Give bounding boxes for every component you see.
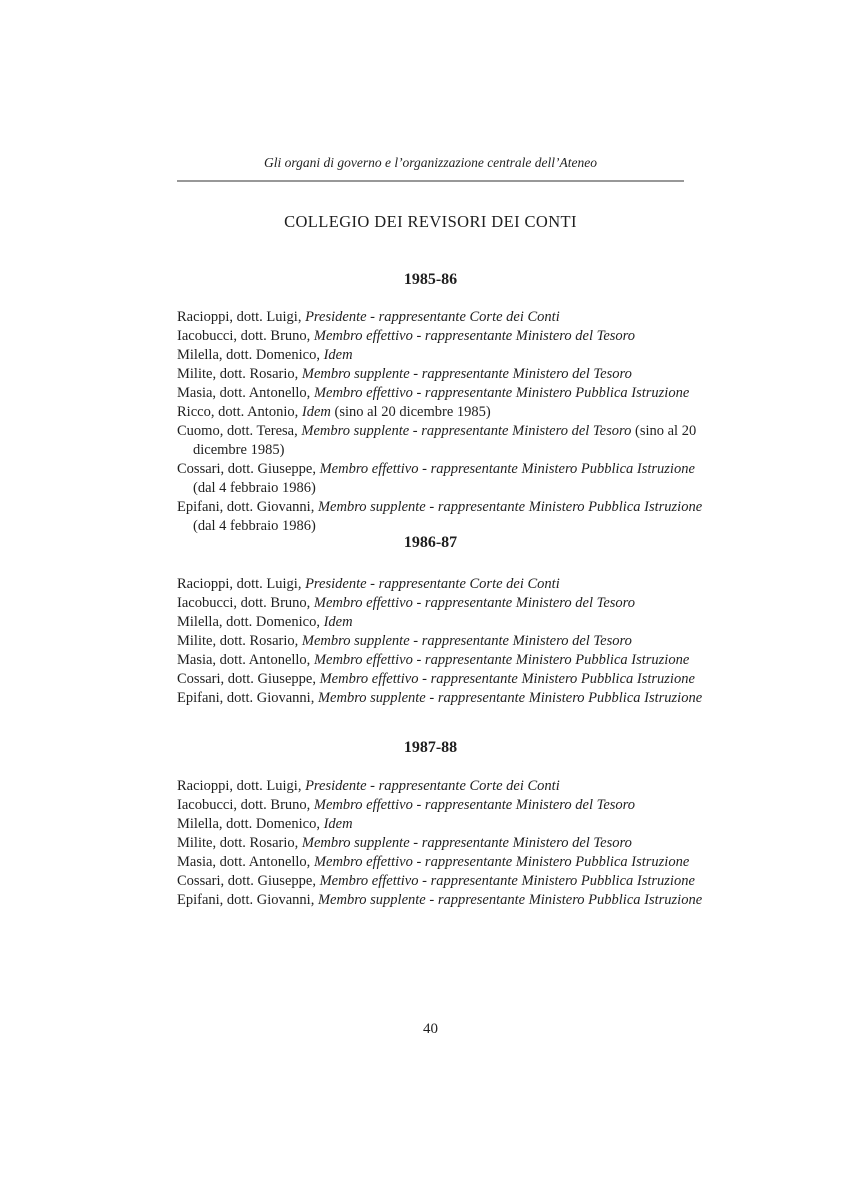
page-title: COLLEGIO DEI REVISORI DEI CONTI — [284, 212, 577, 231]
entry-line — [177, 613, 684, 632]
entry-line — [177, 384, 690, 403]
entry-line — [177, 422, 697, 441]
entry-text: Cossari, dott. Giuseppe, — [177, 873, 320, 889]
entry-role: Membro effettivo - rappresentante Ministero del Tesoro — [313, 595, 636, 611]
entry-text: Racioppi, dott. Luigi, — [177, 778, 306, 794]
entry-text: Racioppi, dott. Luigi, — [177, 576, 306, 592]
entry-role: Membro effettivo - rappresentante Ministero Pubblica Istruzione — [319, 461, 695, 477]
entry-line-continuation — [177, 441, 684, 460]
entry-line — [177, 365, 684, 384]
entry-text: Epifani, dott. Giovanni, — [177, 499, 318, 515]
entry-line — [177, 670, 695, 689]
header-rule — [177, 180, 684, 182]
entry-role: Idem — [323, 614, 353, 630]
entry-text: Cuomo, dott. Teresa, — [177, 423, 302, 439]
entry-text: Milella, dott. Domenico, — [177, 816, 324, 832]
entry-role: Membro supplente - rappresentante Ministero del Tesoro — [301, 366, 632, 382]
entry-role: Membro effettivo - rappresentante Ministero del Tesoro — [313, 328, 636, 344]
entry-role: Membro supplente - rappresentante Ministero Pubblica Istruzione — [317, 499, 703, 515]
entry-text: dicembre 1985) — [193, 442, 285, 458]
entry-role: Membro effettivo - rappresentante Ministero Pubblica Istruzione — [313, 652, 690, 668]
entry-text: Milella, dott. Domenico, — [177, 614, 324, 630]
entry-line — [177, 403, 684, 422]
entry-role: Presidente - rappresentante Corte dei Conti — [305, 778, 560, 794]
entry-text: Masia, dott. Antonello, — [177, 652, 314, 668]
entry-text: Masia, dott. Antonello, — [177, 854, 314, 870]
section-1985-86 — [177, 270, 703, 536]
entry-line — [177, 891, 703, 910]
section-year: 1986-87 — [403, 534, 458, 551]
entry-list — [177, 575, 703, 708]
entry-role: Idem — [323, 816, 353, 832]
entry-line — [177, 594, 684, 613]
entry-role: Membro effettivo - rappresentante Ministero Pubblica Istruzione — [313, 385, 690, 401]
entry-text: Milella, dott. Domenico, — [177, 347, 324, 363]
entry-text: Iacobucci, dott. Bruno, — [177, 328, 314, 344]
entry-line — [177, 872, 695, 891]
entry-role: Membro supplente - rappresentante Ministero del Tesoro — [301, 633, 632, 649]
entry-role: Idem — [301, 404, 331, 420]
entry-role: Presidente - rappresentante Corte dei Conti — [305, 309, 560, 325]
entry-text: Iacobucci, dott. Bruno, — [177, 797, 314, 813]
entry-text: Cossari, dott. Giuseppe, — [177, 461, 320, 477]
entry-line — [177, 651, 690, 670]
entry-text: Ricco, dott. Antonio, — [177, 404, 302, 420]
section-year: 1987-88 — [403, 739, 458, 756]
page-content — [177, 154, 703, 1038]
entry-line — [177, 575, 684, 594]
entry-role: Membro effettivo - rappresentante Ministero Pubblica Istruzione — [319, 671, 695, 687]
entry-text: Iacobucci, dott. Bruno, — [177, 595, 314, 611]
entry-text: Epifani, dott. Giovanni, — [177, 690, 318, 706]
entry-text: (sino al 20 — [631, 423, 697, 439]
entry-line — [177, 815, 684, 834]
entry-text: (dal 4 febbraio 1986) — [193, 480, 316, 496]
entry-line-continuation — [177, 479, 684, 498]
entry-line — [177, 853, 690, 872]
entry-line — [177, 632, 684, 651]
entry-line — [177, 777, 684, 796]
entry-role: Membro supplente - rappresentante Ministero Pubblica Istruzione — [317, 690, 703, 706]
entry-line — [177, 796, 684, 815]
entry-text: Masia, dott. Antonello, — [177, 385, 314, 401]
entry-text: Milite, dott. Rosario, — [177, 835, 302, 851]
entry-text: (sino al 20 dicembre 1985) — [330, 404, 491, 420]
entry-role: Membro supplente - rappresentante Ministero del Tesoro — [301, 835, 632, 851]
sections-container — [177, 270, 703, 910]
entry-line — [177, 834, 684, 853]
entry-list — [177, 308, 703, 536]
section-1986-87 — [177, 533, 703, 708]
entry-list — [177, 777, 703, 910]
entry-role: Membro supplente - rappresentante Ministero Pubblica Istruzione — [317, 892, 703, 908]
entry-line — [177, 308, 684, 327]
page-number: 40 — [423, 1021, 438, 1037]
entry-role: Idem — [323, 347, 353, 363]
section-year: 1985-86 — [403, 271, 458, 288]
entry-role: Membro effettivo - rappresentante Ministero del Tesoro — [313, 797, 636, 813]
entry-line — [177, 689, 703, 708]
entry-text: Racioppi, dott. Luigi, — [177, 309, 306, 325]
entry-text: Cossari, dott. Giuseppe, — [177, 671, 320, 687]
entry-line — [177, 498, 703, 517]
entry-line — [177, 460, 695, 479]
running-head: Gli organi di governo e l’organizzazione centrale dell’Ateneo — [263, 155, 598, 170]
entry-text: Milite, dott. Rosario, — [177, 633, 302, 649]
entry-role: Membro effettivo - rappresentante Ministero Pubblica Istruzione — [319, 873, 695, 889]
entry-text: (dal 4 febbraio 1986) — [193, 518, 316, 534]
entry-text: Milite, dott. Rosario, — [177, 366, 302, 382]
entry-line — [177, 327, 684, 346]
entry-role: Membro supplente - rappresentante Ministero del Tesoro — [301, 423, 632, 439]
entry-role: Membro effettivo - rappresentante Ministero Pubblica Istruzione — [313, 854, 690, 870]
section-1987-88 — [177, 738, 703, 910]
entry-line — [177, 346, 684, 365]
entry-role: Presidente - rappresentante Corte dei Conti — [305, 576, 560, 592]
entry-text: Epifani, dott. Giovanni, — [177, 892, 318, 908]
